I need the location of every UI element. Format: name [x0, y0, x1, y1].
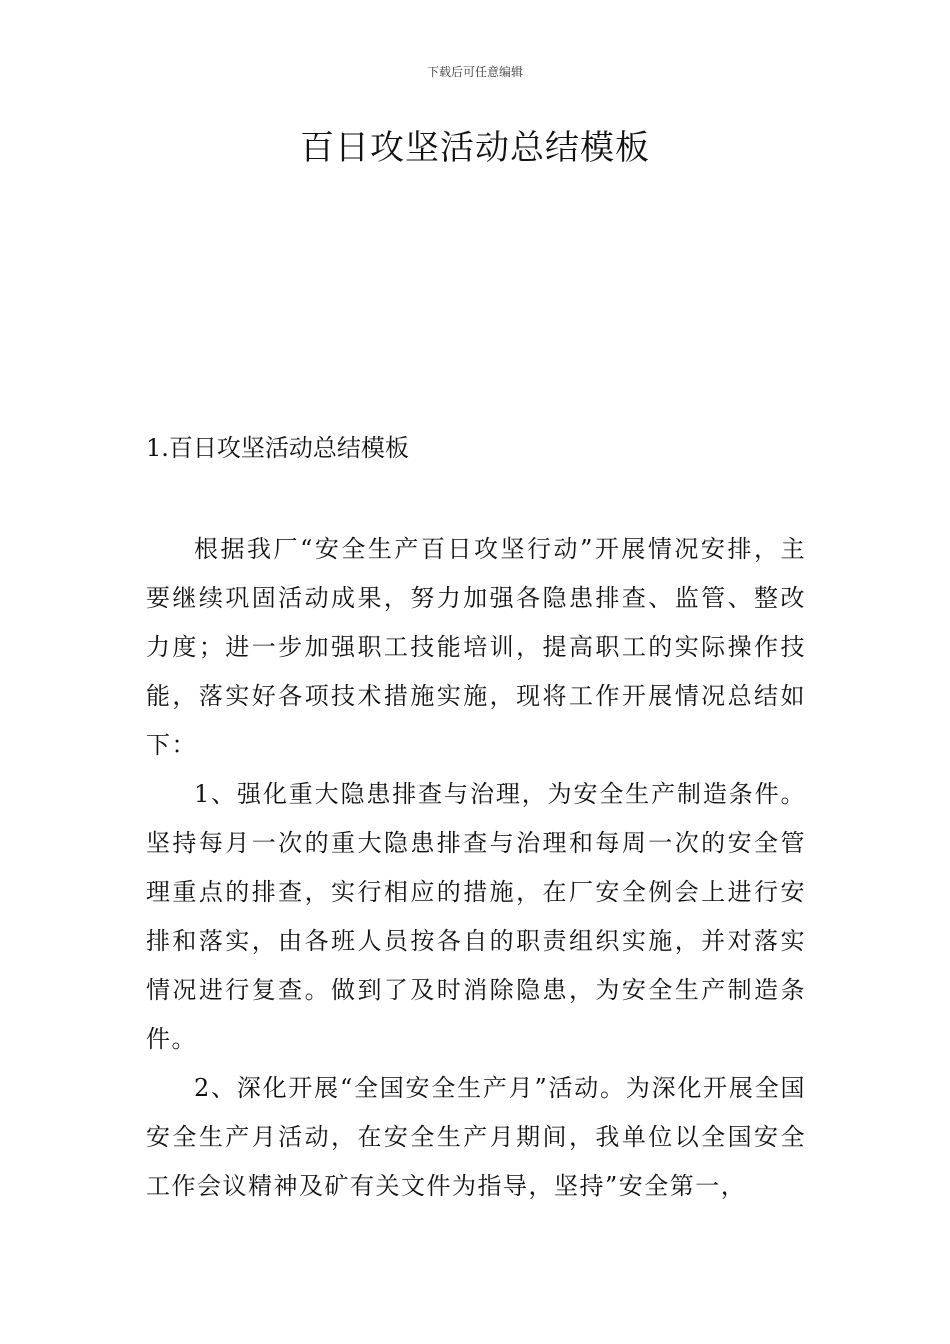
header-note: 下载后可任意编辑 — [426, 65, 523, 79]
paragraph-intro: 根据我厂“安全生产百日攻坚行动”开展情况安排，主要继续巩固活动成果，努力加强各隐患排查、监管、整改力度；进一步加强职工技能培训，提高职工的实际操作技能，落实好各项技术措施实施，现将工作开展情况总结如下： — [146, 535, 806, 759]
section-heading: 1.百日攻坚活动总结模板 — [146, 434, 409, 462]
paragraph-item-1: 1、强化重大隐患排查与治理，为安全生产制造条件。坚持每月一次的重大隐患排查与治理和每周一次的安全管理重点的排查，实行相应的措施，在厂安全例会上进行安排和落实，由各班人员按各自的职责组织实施，并对落实情况进行复查。做到了及时消除隐患，为安全生产制造条件。 — [146, 780, 806, 1053]
paragraph-item-2: 2、深化开展“全国安全生产月”活动。为深化开展全国安全生产月活动，在安全生产月期间，我单位以全国安全工作会议精神及矿有关文件为指导，坚持”安全第一， — [146, 1074, 806, 1200]
document-title: 百日攻坚活动总结模板 — [300, 128, 650, 168]
document-body — [146, 525, 806, 1211]
